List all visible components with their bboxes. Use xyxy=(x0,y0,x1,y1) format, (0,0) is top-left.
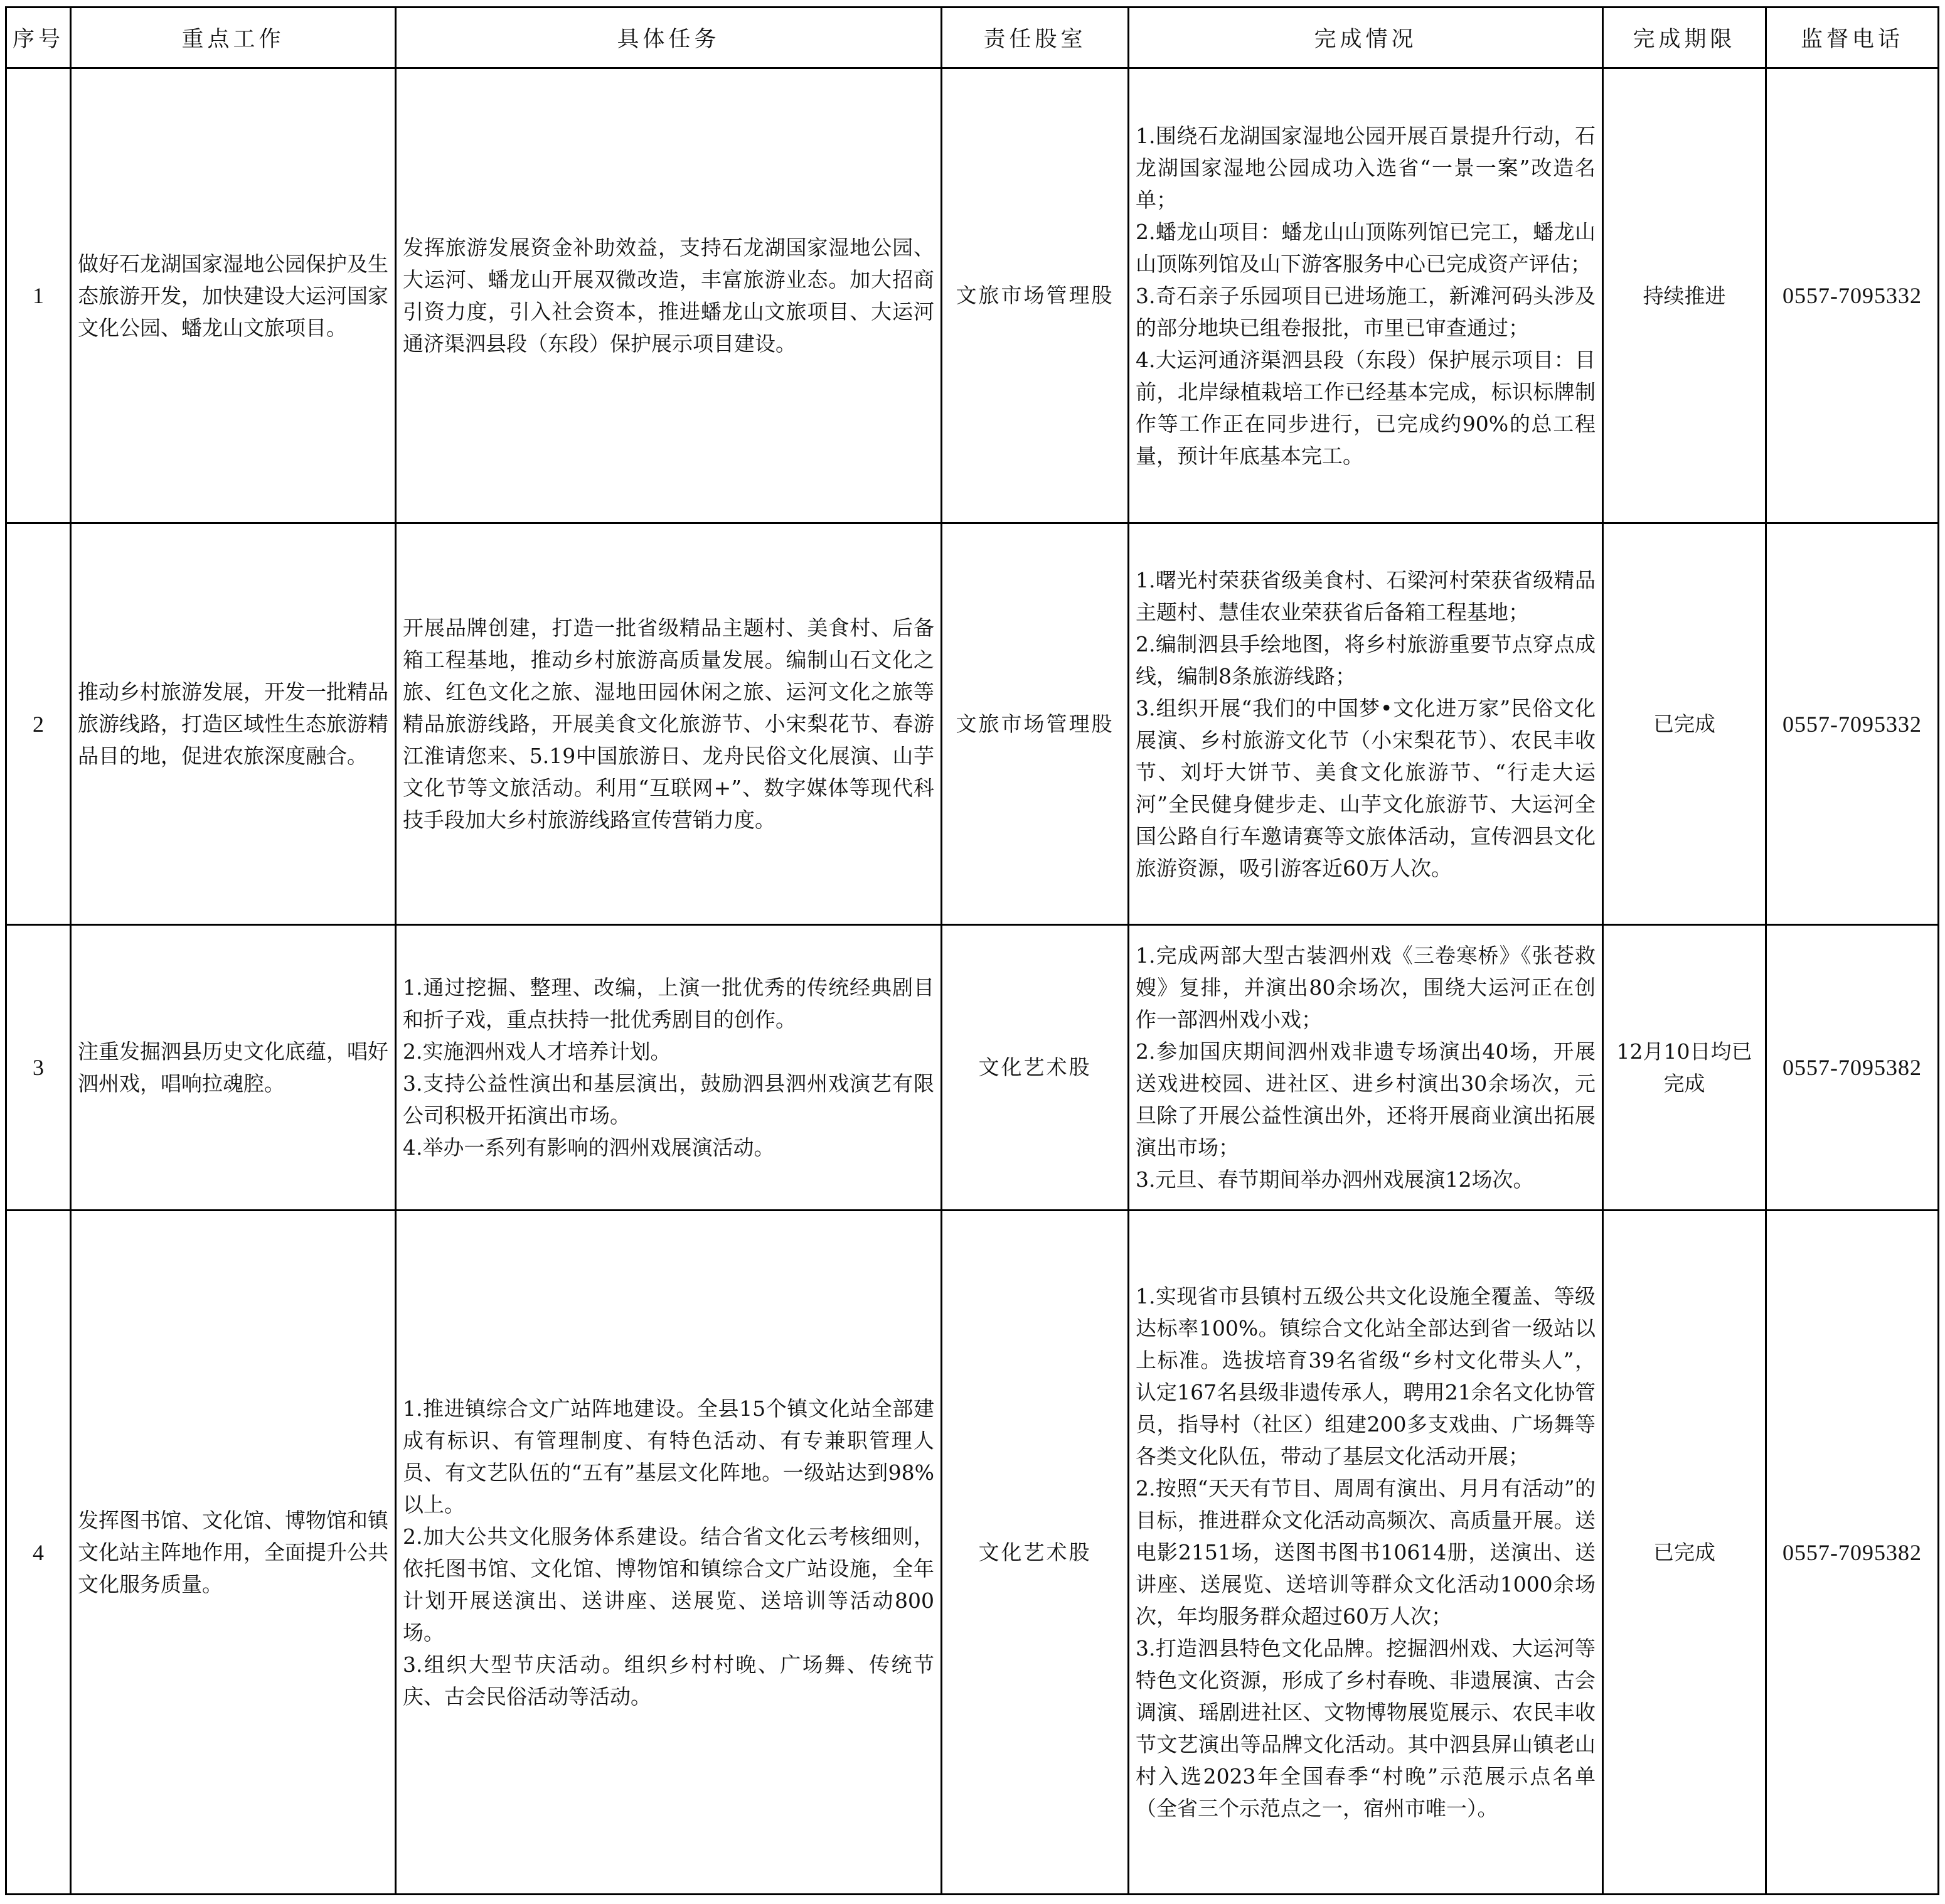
status-item: 1.实现省市县镇村五级公共文化设施全覆盖、等级达标率100%。镇综合文化站全部达到省一级站以上标准。选拔培育39名省级“乡村文化带头人”，认定167名县级非遗传承人，聘用21余名文化协管员，指导村（社区）组建200多支戏曲、广场舞等各类文化队伍，带动了基层文化活动开展； xyxy=(1136,1284,1596,1468)
status-item: 3.奇石亲子乐园项目已进场施工，新滩河码头涉及的部分地块已组卷报批，市里已审查通过； xyxy=(1136,283,1596,340)
task-item: 2.实施泗州戏人才培养计划。 xyxy=(403,1039,671,1064)
table-header-row xyxy=(6,8,1939,68)
row-key-work xyxy=(71,68,396,523)
header-seq: 序号 xyxy=(6,8,71,68)
table-row xyxy=(6,1211,1939,1895)
task-item: 3.组织大型节庆活动。组织乡村村晚、广场舞、传统节庆、古会民俗活动等活动。 xyxy=(403,1652,934,1709)
header-phone: 监督电话 xyxy=(1766,8,1939,68)
row-phone: 0557-7095332 xyxy=(1766,523,1939,925)
table-row xyxy=(6,523,1939,925)
status-item: 1.曙光村荣获省级美食村、石梁河村荣获省级精品主题村、慧佳农业荣获省后备箱工程基地； xyxy=(1136,567,1596,624)
task-item: 3.支持公益性演出和基层演出，鼓励泗县泗州戏演艺有限公司积极开拓演出市场。 xyxy=(403,1071,934,1128)
deadline-text: 已完成 xyxy=(1653,1540,1715,1564)
row-phone: 0557-7095382 xyxy=(1766,1211,1939,1895)
header-deadline: 完成期限 xyxy=(1603,8,1766,68)
status-item: 1.完成两部大型古装泗州戏《三卷寒桥》《张苍救嫂》复排，并演出80余场次，围绕大运河正在创作一部泗州戏小戏； xyxy=(1136,943,1596,1032)
row-phone: 0557-7095332 xyxy=(1766,68,1939,523)
status-item: 2.参加国庆期间泗州戏非遗专场演出40场，开展送戏进校园、进社区、进乡村演出30余场次，元旦除了开展公益性演出外，还将开展商业演出拓展演出市场； xyxy=(1136,1039,1596,1160)
row-seq: 1 xyxy=(6,68,71,523)
deadline-text: 已完成 xyxy=(1653,712,1715,736)
header-responsible-dept: 责任股室 xyxy=(942,8,1129,68)
header-specific-task: 具体任务 xyxy=(396,8,942,68)
row-seq: 2 xyxy=(6,523,71,925)
row-responsible-dept: 文化艺术股 xyxy=(942,1211,1129,1895)
row-completion-status xyxy=(1129,1211,1603,1895)
row-deadline xyxy=(1603,925,1766,1211)
row-phone: 0557-7095382 xyxy=(1766,925,1939,1211)
task-item: 1.推进镇综合文广站阵地建设。全县15个镇文化站全部建成有标识、有管理制度、有特色活动、有专兼职管理人员、有文艺队伍的“五有”基层文化阵地。一级站达到98%以上。 xyxy=(403,1396,934,1517)
work-progress-table xyxy=(5,6,1939,1895)
task-item: 开展品牌创建，打造一批省级精品主题村、美食村、后备箱工程基地，推动乡村旅游高质量发展。编制山石文化之旅、红色文化之旅、湿地田园休闲之旅、运河文化之旅等精品旅游线路，开展美食文化旅游节、小宋梨花节、春游江淮请您来、5.19中国旅游日、龙舟民俗文化展演、山芋文化节等文旅活动。利用“互联网+”、数字媒体等现代科技手段加大乡村旅游线路宣传营销力度。 xyxy=(403,616,934,832)
key-work-text: 注重发掘泗县历史文化底蕴，唱好泗州戏，唱响拉魂腔。 xyxy=(78,1039,388,1096)
row-seq: 4 xyxy=(6,1211,71,1895)
row-deadline xyxy=(1603,1211,1766,1895)
deadline-text: 持续推进 xyxy=(1643,283,1726,308)
status-item: 2.编制泗县手绘地图，将乡村旅游重要节点穿点成线，编制8条旅游线路； xyxy=(1136,631,1596,688)
row-specific-task xyxy=(396,1211,942,1895)
key-work-text: 推动乡村旅游发展，开发一批精品旅游线路，打造区域性生态旅游精品目的地，促进农旅深度融合。 xyxy=(78,680,388,768)
status-item: 4.大运河通济渠泗县段（东段）保护展示项目：目前，北岸绿植栽培工作已经基本完成，标识标牌制作等工作正在同步进行，已完成约90%的总工程量，预计年底基本完工。 xyxy=(1136,347,1596,468)
status-item: 2.蟠龙山项目：蟠龙山山顶陈列馆已完工，蟠龙山山顶陈列馆及山下游客服务中心已完成资产评估； xyxy=(1136,219,1596,276)
table-row xyxy=(6,68,1939,523)
row-key-work xyxy=(71,523,396,925)
row-completion-status xyxy=(1129,68,1603,523)
status-item: 3.组织开展“我们的中国梦•文化进万家”民俗文化展演、乡村旅游文化节（小宋梨花节）、农民丰收节、刘圩大饼节、美食文化旅游节、“行走大运河”全民健身健步走、山芋文化旅游节、大运河全国公路自行车邀请赛等文旅体活动，宣传泗县文化旅游资源，吸引游客近60万人次。 xyxy=(1136,695,1596,880)
row-specific-task xyxy=(396,925,942,1211)
task-item: 4.举办一系列有影响的泗州戏展演活动。 xyxy=(403,1135,775,1160)
row-completion-status xyxy=(1129,925,1603,1211)
key-work-text: 做好石龙湖国家湿地公园保护及生态旅游开发，加快建设大运河国家文化公园、蟠龙山文旅项目。 xyxy=(78,251,388,340)
status-item: 1.围绕石龙湖国家湿地公园开展百景提升行动，石龙湖国家湿地公园成功入选省“一景一案”改造名单； xyxy=(1136,123,1596,212)
status-item: 3.元旦、春节期间举办泗州戏展演12场次。 xyxy=(1136,1167,1534,1192)
task-item: 2.加大公共文化服务体系建设。结合省文化云考核细则，依托图书馆、文化馆、博物馆和镇综合文广站设施，全年计划开展送演出、送讲座、送展览、送培训等活动800场。 xyxy=(403,1524,934,1645)
row-key-work xyxy=(71,1211,396,1895)
status-item: 3.打造泗县特色文化品牌。挖掘泗州戏、大运河等特色文化资源，形成了乡村春晚、非遗展演、古会调演、瑶剧进社区、文物博物展览展示、农民丰收节文艺演出等品牌文化活动。其中泗县屏山镇老山村入选2023年全国春季“村晚”示范展示点名单（全省三个示范点之一，宿州市唯一）。 xyxy=(1136,1636,1596,1821)
row-responsible-dept: 文旅市场管理股 xyxy=(942,68,1129,523)
row-deadline xyxy=(1603,523,1766,925)
row-responsible-dept: 文旅市场管理股 xyxy=(942,523,1129,925)
row-seq: 3 xyxy=(6,925,71,1211)
header-key-work: 重点工作 xyxy=(71,8,396,68)
row-specific-task xyxy=(396,68,942,523)
row-deadline xyxy=(1603,68,1766,523)
status-item: 2.按照“天天有节目、周周有演出、月月有活动”的目标，推进群众文化活动高频次、高质量开展。送电影2151场，送图书图书10614册，送演出、送讲座、送展览、送培训等群众文化活动1000余场次，年均服务群众超过60万人次； xyxy=(1136,1476,1596,1629)
row-completion-status xyxy=(1129,523,1603,925)
key-work-text: 发挥图书馆、文化馆、博物馆和镇文化站主阵地作用，全面提升公共文化服务质量。 xyxy=(78,1508,388,1596)
task-item: 1.通过挖掘、整理、改编，上演一批优秀的传统经典剧目和折子戏，重点扶持一批优秀剧目的创作。 xyxy=(403,975,934,1032)
row-responsible-dept: 文化艺术股 xyxy=(942,925,1129,1211)
deadline-text: 12月10日均已 xyxy=(1616,1039,1752,1064)
row-specific-task xyxy=(396,523,942,925)
task-item: 发挥旅游发展资金补助效益，支持石龙湖国家湿地公园、大运河、蟠龙山开展双微改造，丰富旅游业态。加大招商引资力度，引入社会资本，推进蟠龙山文旅项目、大运河通济渠泗县段（东段）保护展示项目建设。 xyxy=(403,235,934,356)
deadline-text: 完成 xyxy=(1663,1071,1705,1096)
table-row xyxy=(6,925,1939,1211)
row-key-work xyxy=(71,925,396,1211)
header-completion-status: 完成情况 xyxy=(1129,8,1603,68)
